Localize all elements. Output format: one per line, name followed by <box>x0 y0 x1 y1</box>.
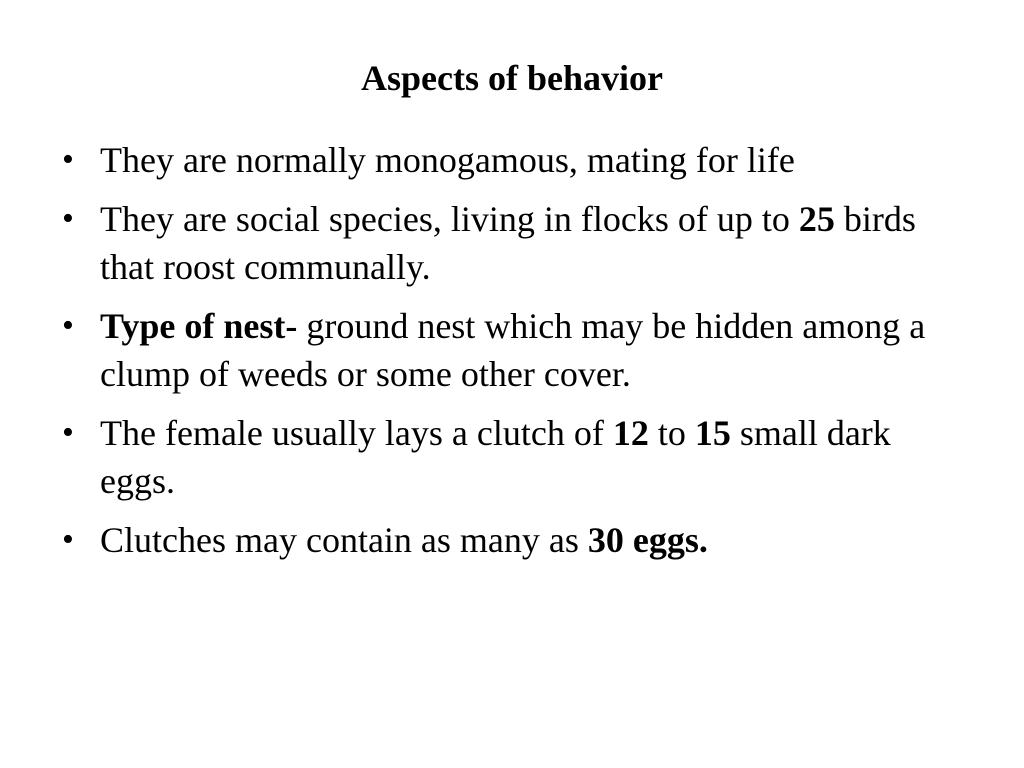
bullet-item-monogamous <box>60 136 970 184</box>
bullet-text: The female usually lays a clutch of <box>100 413 613 453</box>
bullet-dot-icon: • <box>62 200 74 237</box>
bullet-text: Clutches may contain as many as <box>100 520 588 560</box>
bullet-text: birds that roost communally. <box>100 199 916 287</box>
bullet-emphasis: Type of nest- <box>100 306 298 346</box>
bullet-emphasis: 12 <box>612 413 649 453</box>
bullet-dot-icon: • <box>62 141 74 178</box>
bullet-dot-icon: • <box>62 414 74 451</box>
bullet-emphasis: 30 eggs. <box>587 520 708 560</box>
bullet-dot-icon: • <box>62 521 74 558</box>
bullet-item-clutch-max <box>60 516 970 564</box>
bullet-list <box>60 136 970 575</box>
bullet-emphasis: 25 <box>798 199 835 239</box>
bullet-emphasis: 15 <box>694 413 731 453</box>
bullet-text: They are normally monogamous, mating for life <box>100 140 795 180</box>
bullet-item-nest <box>60 302 970 398</box>
bullet-text: to <box>648 413 695 453</box>
bullet-dot-icon: • <box>62 307 74 344</box>
bullet-text: small dark eggs. <box>100 413 891 501</box>
bullet-text: ground nest which may be hidden among a clump of weeds or some other cover. <box>100 306 926 394</box>
slide-title: Aspects of behavior <box>361 58 663 98</box>
bullet-text: They are social species, living in flocks of up to <box>100 199 799 239</box>
bullet-item-clutch <box>60 409 970 505</box>
bullet-item-social <box>60 195 970 291</box>
